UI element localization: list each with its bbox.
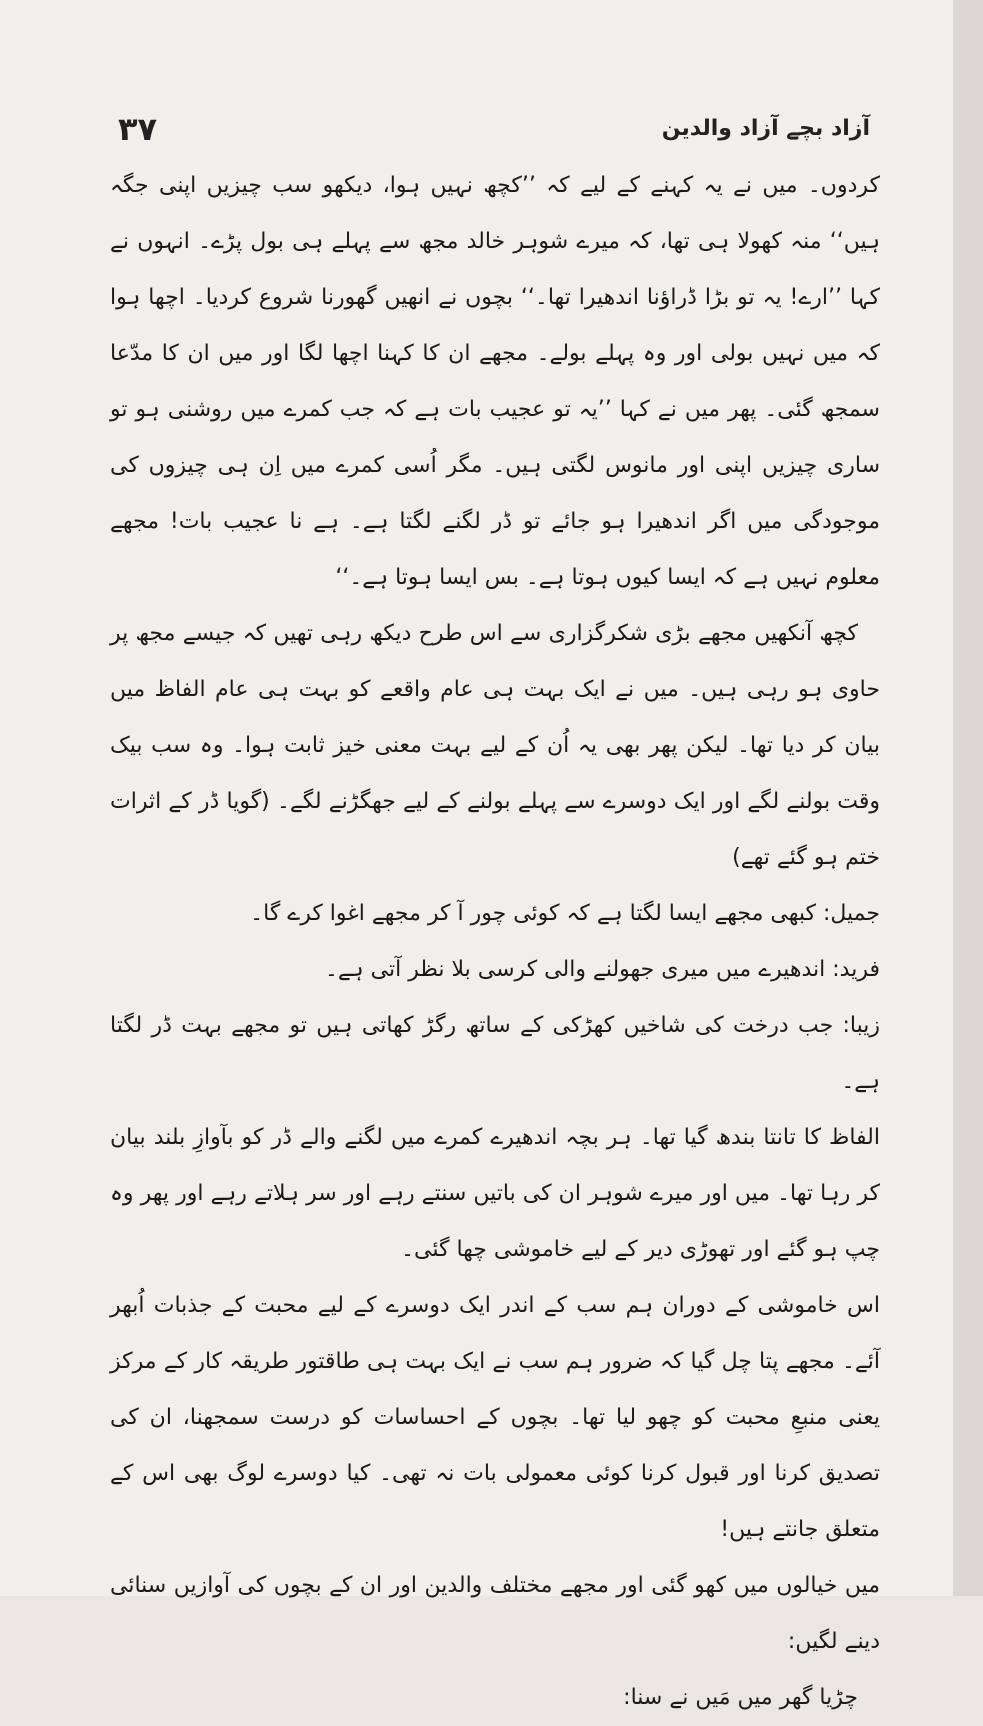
paragraph-4: اس خاموشی کے دوران ہم سب کے اندر ایک دوسرے کے لیے محبت کے جذبات اُبھر آئے۔ مجھے پتا چل گیا کہ ضرور ہم سب نے ایک بہت ہی طاقتور طریقہ کار کے مرکز یعنی منبعِ محبت کو چھو لیا تھا۔ بچوں کے احساسات کو درست سمجھنا، ان کی تصدیق کرنا اور قبول کرنا کوئی معمولی بات نہ تھی۔ کیا دوسرے لوگ بھی اس کے متعلق جانتے ہیں! [110,1293,880,1542]
paragraph-1: کردوں۔ میں نے یہ کہنے کے لیے کہ ’’کچھ نہیں ہوا، دیکھو سب چیزیں اپنی جگہ ہیں‘‘ منہ کھولا ہی تھا، کہ میرے شوہر خالد مجھ سے پہلے ہی بول پڑے۔ انہوں نے کہا ’’ارے! یہ تو بڑا ڈراؤنا اندھیرا تھا۔‘‘ بچوں نے انھیں گھورنا شروع کردیا۔ اچھا ہوا کہ میں نہیں بولی اور وہ پہلے بولے۔ مجھے ان کا کہنا اچھا لگا اور میں ان کا مدّعا سمجھ گئی۔ پھر میں نے کہا ’’یہ تو عجیب بات ہے کہ جب کمرے میں روشنی ہو تو ساری چیزیں اپنی اور مانوس لگتی ہیں۔ مگر اُسی کمرے میں اِن ہی چیزوں کی موجودگی میں اگر اندھیرا ہو جائے تو ڈر لگنے لگتا ہے۔ ہے نا عجیب بات! مجھے معلوم نہیں ہے کہ ایسا کیوں ہوتا ہے۔ بس ایسا ہوتا ہے۔‘‘ [110,173,880,590]
dialogue-jamil: جمیل: کبھی مجھے ایسا لگتا ہے کہ کوئی چور آ کر مجھے اغوا کرے گا۔ [250,901,880,926]
page-number: ۳۷ [118,110,158,148]
paragraph-2: کچھ آنکھیں مجھے بڑی شکرگزاری سے اس طرح دیکھ رہی تھیں کہ جیسے مجھ پر حاوی ہو رہی ہیں۔ میں نے ایک بہت ہی عام واقعے کو بہت ہی عام الفاظ میں بیان کر دیا تھا۔ لیکن پھر بھی یہ اُن کے لیے بہت معنی خیز ثابت ہوا۔ وہ سب بیک وقت بولنے لگے اور ایک دوسرے سے پہلے بولنے کے لیے جھگڑنے لگے۔ (گویا ڈر کے اثرات ختم ہو گئے تھے) [110,621,880,870]
dialogue-zeba: زیبا: جب درخت کی شاخیں کھڑکی کے ساتھ رگڑ کھاتی ہیں تو مجھے بہت ڈر لگتا ہے۔ [110,1013,880,1094]
paragraph-5: میں خیالوں میں کھو گئی اور مجھے مختلف والدین اور ان کے بچوں کی آوازیں سنائی دینے لگیں: [110,1573,880,1654]
paragraph-3: الفاظ کا تانتا بندھ گیا تھا۔ ہر بچہ اندھیرے کمرے میں لگنے والے ڈر کو بآوازِ بلند بیان کر رہا تھا۔ میں اور میرے شوہر ان کی باتیں سنتے رہے اور سر ہلاتے رہے اور پھر وہ چپ ہو گئے اور تھوڑی دیر کے لیے خاموشی چھا گئی۔ [110,1125,880,1262]
dialogue-farid: فرید: اندھیرے میں میری جھولنے والی کرسی بلا نظر آتی ہے۔ [325,957,880,982]
paragraph-6: چڑیا گھر میں مَیں نے سنا: [623,1685,858,1710]
running-title: آزاد بچے آزاد والدین [661,116,870,141]
page-edge [953,0,983,1596]
page-header [118,110,870,158]
body-text [110,158,880,1726]
